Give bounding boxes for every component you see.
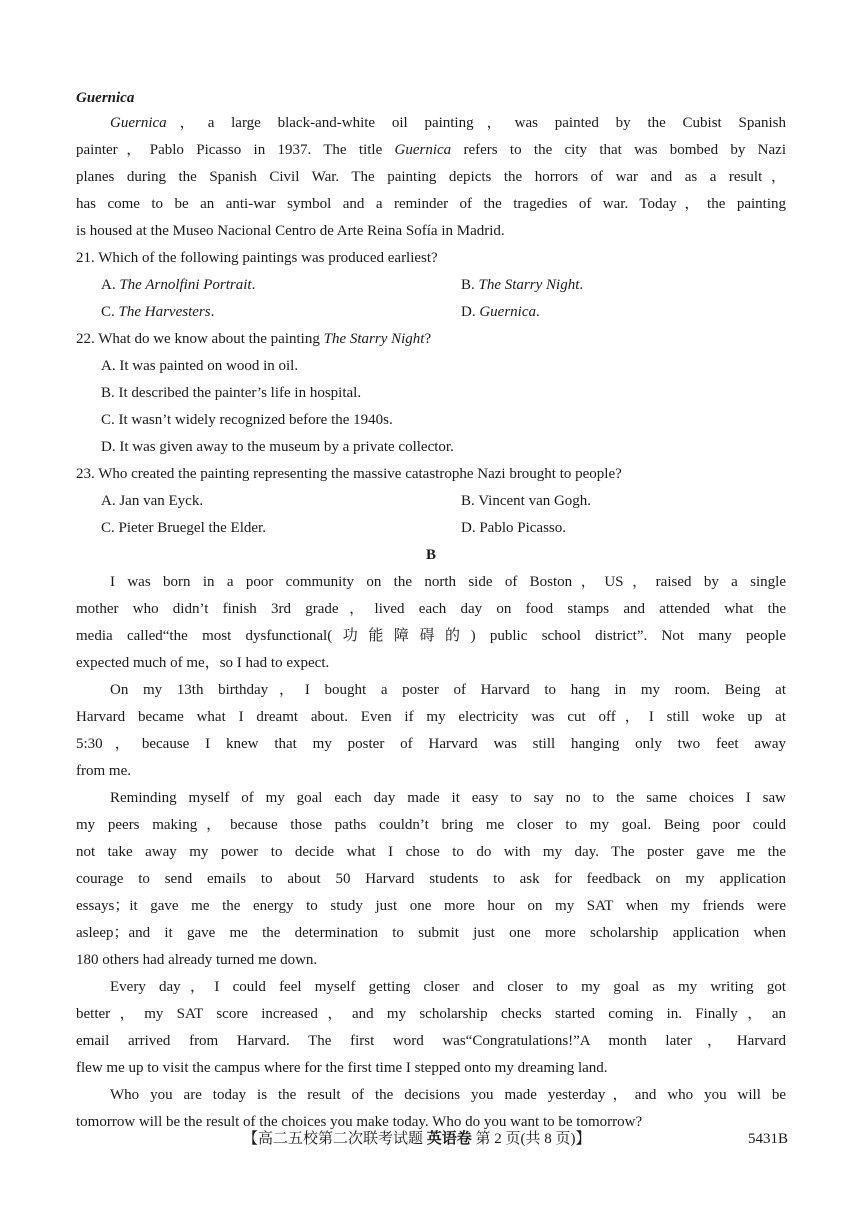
option-letter: A. <box>101 493 120 509</box>
paragraph-line: 5:30，because I knew that my poster of Harvard was still hanging only two feet away <box>76 736 786 752</box>
option-text: The Starry Night <box>478 277 580 293</box>
option-letter: D. <box>461 304 480 320</box>
option-text: It described the painter’s life in hospital. <box>118 385 362 401</box>
question-list <box>76 245 786 542</box>
footer-code: 5431B <box>747 1131 788 1147</box>
text-run: painter，Pablo Picasso in 1937. The title <box>76 142 395 158</box>
option-text: It wasn’t widely recognized before the 1940s. <box>118 412 393 428</box>
option-text: Guernica <box>479 304 536 320</box>
text-run: is housed at the Museo Nacional Centro de Arte Reina Sofía in Madrid. <box>76 223 505 239</box>
passage-paragraph <box>76 677 786 785</box>
option-letter: D. <box>101 439 120 455</box>
option-letter: B. <box>461 277 479 293</box>
option-end: . <box>210 304 215 320</box>
passage-title: Guernica <box>76 90 135 106</box>
section-b-heading: B <box>425 547 436 563</box>
option-a <box>101 493 203 509</box>
option-a <box>101 358 298 374</box>
paragraph-line: courage to send emails to about 50 Harvard students to ask for feedback on my application <box>76 871 786 887</box>
paragraph-line: email arrived from Harvard. The first word was“Congratulations!”A month later，Harvard <box>76 1033 786 1049</box>
passage-paragraph <box>76 569 786 677</box>
paragraph-line: expected much of me，so I had to expect. <box>76 655 330 671</box>
option-c <box>101 412 393 428</box>
paragraph-line: flew me up to visit the campus where for the first time I stepped onto my dreaming land. <box>76 1060 608 1076</box>
paragraph-line: not take away my power to decide what I chose to do with my day. The poster gave me the <box>76 844 786 860</box>
option-b <box>461 488 591 515</box>
option-c <box>101 304 214 320</box>
option-text: Jan van Eyck. <box>119 493 204 509</box>
option-c <box>101 520 266 536</box>
footer-exam-name: 【高二五校第二次联考试题 <box>243 1131 424 1147</box>
option-row <box>76 272 786 299</box>
paragraph-line: media called“the most dysfunctional(功能障碍的) public school district”. Not many people <box>76 628 786 644</box>
paragraph-line: better，my SAT score increased，and my scholarship checks started coming in. Finally，an <box>76 1006 786 1022</box>
question-stem <box>76 245 786 272</box>
option-row <box>76 353 786 380</box>
paragraph-line: essays；it gave me the energy to study just one more hour on my SAT when my friends were <box>76 898 786 914</box>
option-row <box>76 434 786 461</box>
guernica-paragraph <box>76 110 786 245</box>
option-letter: A. <box>101 358 120 374</box>
paragraph-line <box>76 164 786 191</box>
paragraph-line: 180 others had already turned me down. <box>76 952 318 968</box>
paragraph-line <box>76 110 786 137</box>
option-b <box>101 385 361 401</box>
option-letter: C. <box>101 304 119 320</box>
option-end: . <box>579 277 584 293</box>
paragraph-line: asleep；and it gave me the determination to submit just one more scholarship application when <box>76 925 786 941</box>
paragraph-line: Every day，I could feel myself getting closer and closer to my goal as my writing got <box>110 979 786 995</box>
option-text: Pieter Bruegel the Elder. <box>118 520 266 536</box>
option-row <box>76 380 786 407</box>
option-letter: C. <box>101 412 119 428</box>
footer-page-number: 第 2 页(共 8 页)】 <box>475 1131 591 1147</box>
option-end: . <box>536 304 540 320</box>
option-end: . <box>251 277 256 293</box>
option-letter: B. <box>461 493 479 509</box>
question-stem <box>76 326 786 353</box>
option-d <box>101 439 454 455</box>
paragraph-line <box>76 218 786 245</box>
option-text: It was given away to the museum by a private collector. <box>119 439 454 455</box>
paragraph-line: from me. <box>76 763 131 779</box>
passage-paragraph <box>76 785 786 974</box>
paragraph-line <box>76 191 786 218</box>
option-letter: C. <box>101 520 119 536</box>
stem-text: 22. What do we know about the painting <box>76 331 324 347</box>
footer-label <box>243 1128 591 1150</box>
paragraph-line: mother who didn’t finish 3rd grade，lived each day on food stamps and attended what the <box>76 601 786 617</box>
option-letter: A. <box>101 277 120 293</box>
paragraph-line: Reminding myself of my goal each day made it easy to say no to the same choices I saw <box>110 790 786 806</box>
stem-text: 21. Which of the following paintings was produced earliest? <box>76 250 438 266</box>
option-b <box>461 272 583 299</box>
question-stem <box>76 461 786 488</box>
paragraph-line: my peers making，because those paths couldn’t bring me closer to my goal. Being poor could <box>76 817 786 833</box>
option-row <box>76 488 786 515</box>
section-b-passage <box>76 569 786 1136</box>
text-run: ，a large black-and-white oil painting，was painted by the Cubist Spanish <box>166 115 786 131</box>
text-run: refers to the city that was bombed by Nazi <box>451 142 786 158</box>
text-run: has come to be an anti-war symbol and a reminder of the tragedies of war. Today，the painting <box>76 196 786 212</box>
option-text: The Harvesters <box>118 304 211 320</box>
italic-title: Guernica <box>394 142 452 158</box>
option-text: Pablo Picasso. <box>479 520 567 536</box>
paragraph-line: tomorrow will be the result of the choices you make today. Who do you want to be tomorrow? <box>76 1114 643 1130</box>
option-letter: B. <box>101 385 119 401</box>
stem-text: ? <box>424 331 432 347</box>
option-letter: D. <box>461 520 480 536</box>
option-text: Vincent van Gogh. <box>478 493 592 509</box>
paragraph-line: I was born in a poor community on the north side of Boston，US，raised by a single <box>110 574 786 590</box>
paragraph-line: Who you are today is the result of the decisions you made yesterday，and who you will be <box>110 1087 786 1103</box>
option-row <box>76 299 786 326</box>
text-run: planes during the Spanish Civil War. The painting depicts the horrors of war and as a result， <box>76 169 786 185</box>
stem-italic: The Starry Night <box>323 331 425 347</box>
option-d <box>461 299 540 326</box>
passage-paragraph <box>76 974 786 1082</box>
option-text: It was painted on wood in oil. <box>119 358 299 374</box>
paragraph-line: On my 13th birthday，I bought a poster of Harvard to hang in my room. Being at <box>110 682 786 698</box>
paragraph-line <box>76 137 786 164</box>
page-content <box>76 86 786 1136</box>
option-a <box>101 277 255 293</box>
stem-text: 23. Who created the painting representing the massive catastrophe Nazi brought to people? <box>76 466 622 482</box>
footer-subject: 英语卷 <box>426 1131 472 1147</box>
option-text: The Arnolfini Portrait <box>119 277 252 293</box>
option-row <box>76 515 786 542</box>
italic-title: Guernica <box>110 115 167 131</box>
option-row <box>76 407 786 434</box>
option-d <box>461 515 566 542</box>
paragraph-line: Harvard became what I dreamt about. Even if my electricity was cut off，I still woke up at <box>76 709 786 725</box>
